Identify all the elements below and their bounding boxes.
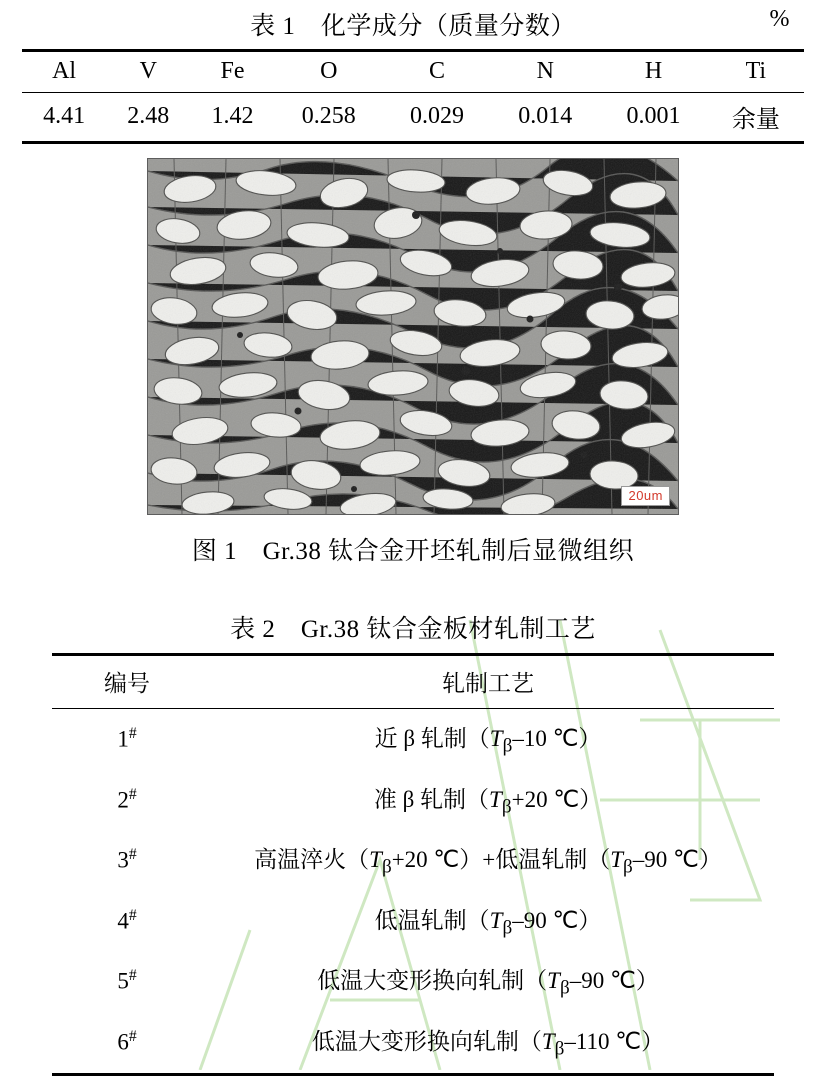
table2-cell-id: 1# — [52, 709, 202, 770]
table1-caption-text: 表 1 化学成分（质量分数） — [250, 13, 576, 40]
table1-bottom-rule-row — [22, 143, 804, 145]
table2-header-process: 轧制工艺 — [202, 655, 774, 709]
table-row — [52, 891, 774, 952]
table1-cell-fe: 1.42 — [190, 93, 274, 143]
table1-header-n: N — [491, 51, 599, 93]
table1-caption — [22, 0, 804, 49]
table-row — [52, 830, 774, 891]
table1-header-o: O — [275, 51, 383, 93]
table2-header-row — [52, 655, 774, 709]
table1-header-fe: Fe — [190, 51, 274, 93]
table1-header-al: Al — [22, 51, 106, 93]
table2-cell-process: 近 β 轧制（$T_\beta-10$ ℃） — [202, 709, 774, 770]
table1-header-row — [22, 51, 804, 93]
table2-cell-id: 2# — [117, 785, 137, 813]
table1-header-c: C — [383, 51, 491, 93]
table2-cell-process: 低温轧制（$T_\beta-90$ ℃） — [374, 907, 602, 939]
table2-body — [52, 709, 774, 1076]
table1-header-v: V — [106, 51, 190, 93]
table1-cell-n: 0.014 — [491, 93, 599, 143]
table2-cell-id: 5# — [117, 967, 137, 994]
table1-cell-ti: 余量 — [708, 93, 804, 143]
table2-caption: 表 2 Gr.38 钛合金板材轧制工艺 — [230, 616, 596, 643]
table1-data-row — [22, 93, 804, 143]
table2-header-id: 编号 — [52, 655, 202, 709]
table1 — [22, 49, 804, 144]
table1-cell-c: 0.029 — [383, 93, 491, 143]
figure1-wrap — [22, 158, 804, 515]
table1-cell-v: 2.48 — [106, 93, 190, 143]
scale-bar-label: 20um — [621, 486, 670, 506]
table2-cell-process: 低温大变形换向轧制（$T_\beta-110$ ℃） — [311, 1028, 665, 1060]
micrograph-image — [147, 158, 679, 515]
table1-cell-o: 0.258 — [275, 93, 383, 143]
table2-bottom-rule-row — [52, 1074, 774, 1076]
table1-cell-h: 0.001 — [599, 93, 707, 143]
table1-cell-al: 4.41 — [22, 93, 106, 143]
table2-cell-id: 3# — [117, 846, 137, 873]
table2-cell-id: 4# — [117, 906, 137, 934]
table1-header-ti: Ti — [708, 51, 804, 93]
table-row — [52, 709, 774, 770]
table2-cell-process: 高温淬火（$T_\beta+20$ ℃）+低温轧制（$T_\beta-90$ ℃） — [254, 847, 722, 878]
table-row — [52, 1012, 774, 1074]
table1-header-h: H — [599, 51, 707, 93]
table-row — [52, 951, 774, 1012]
table-row — [52, 770, 774, 831]
figure1-caption: 图 1 Gr.38 钛合金开坯轧制后显微组织 — [191, 538, 635, 565]
table1-unit: % — [769, 6, 790, 32]
micrograph-svg — [148, 159, 678, 514]
table2-cell-process: 低温大变形换向轧制（$T_\beta-90$ ℃） — [317, 968, 659, 999]
table2-cell-id: 6# — [117, 1027, 137, 1055]
table2-cell-process: 准 β 轧制（$T_\beta+20$ ℃） — [373, 786, 603, 818]
table2 — [52, 653, 774, 1076]
